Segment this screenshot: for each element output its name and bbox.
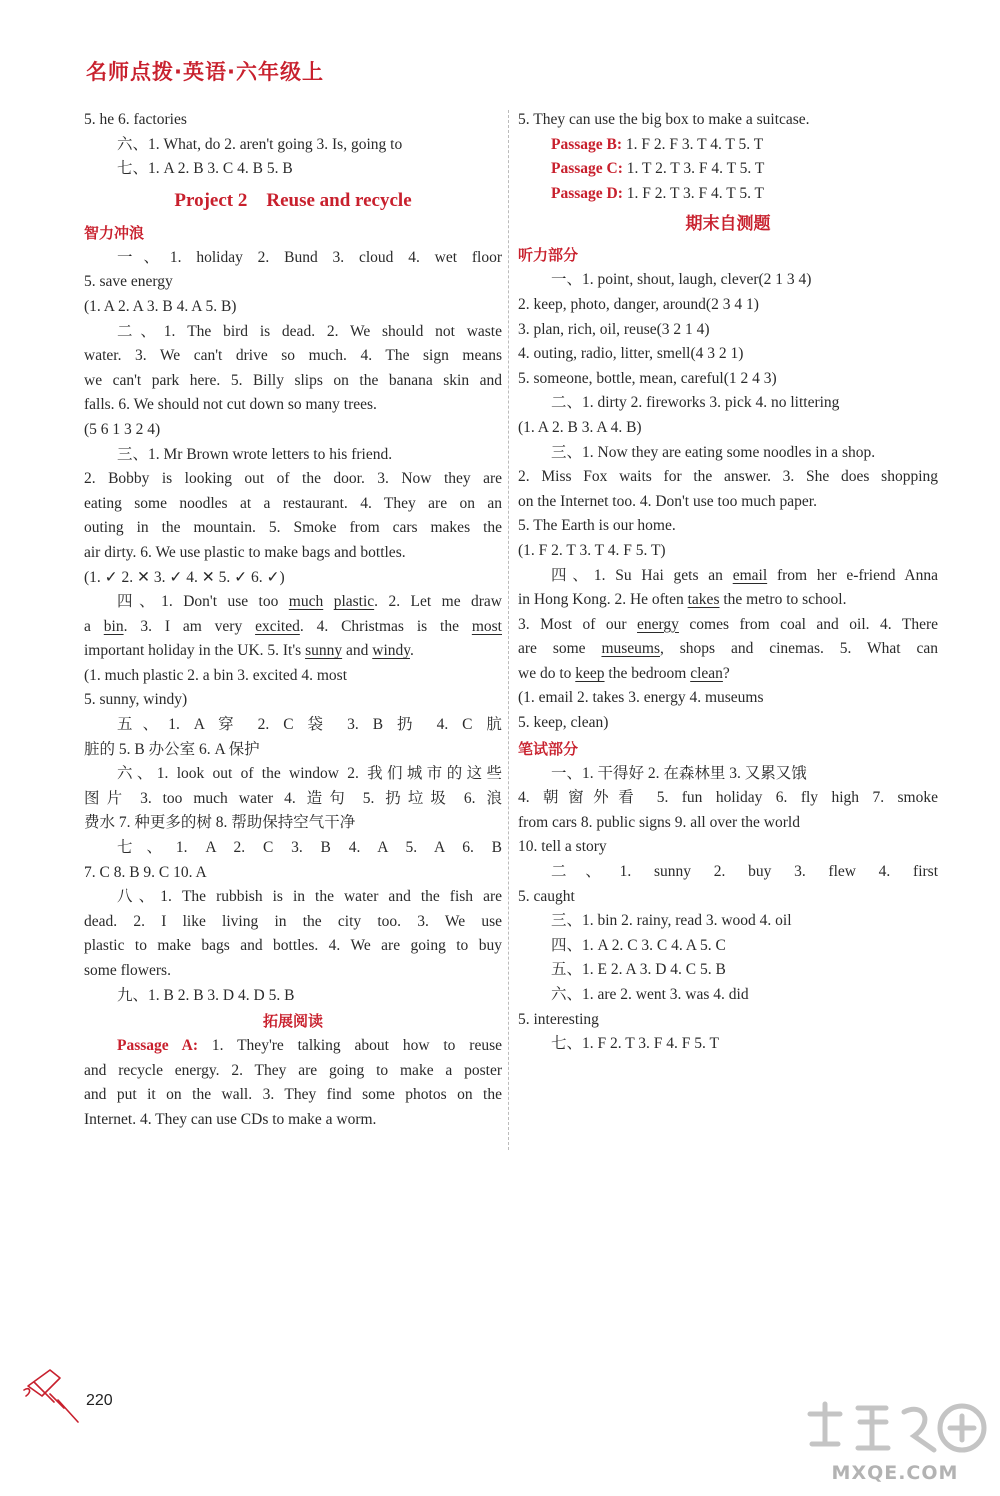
answer-line: (1. email 2. takes 3. energy 4. museums (518, 689, 764, 707)
answer-line: 七、1. A 2. B 3. C 4. B 5. B (117, 160, 293, 178)
answer-line: and put it on the wall. 3. They find some photos on the (84, 1086, 502, 1104)
section-heading: 拓展阅读 (262, 1012, 323, 1031)
answer-line (518, 613, 938, 638)
answer-line: 2. Bobby is looking out of the door. 3. Now they are (84, 470, 502, 488)
text-span: and (342, 642, 373, 660)
answer-line: plastic to make bags and bottles. 4. We are going to buy (84, 937, 502, 955)
answer-line: 2. Miss Fox waits for the answer. 3. She does shopping (518, 468, 938, 486)
section-heading: 听力部分 (518, 246, 579, 265)
answer-line: dead. 2. I like living in the city too. 3. We use (84, 912, 502, 930)
answer-line: 三、1. Now they are eating some noodles in a shop. (551, 443, 876, 461)
underlined-word: energy (637, 615, 679, 633)
answer-line: and recycle energy. 2. They are going to make a poster (84, 1061, 502, 1079)
answer-line: 10. tell a story (518, 838, 607, 856)
text-span: . 3. I am very (123, 617, 256, 635)
answer-line: 六、1. look out of the window 2. 我们城市的这些 (117, 765, 502, 783)
text-span: , shops and cinemas. 5. What can (660, 640, 939, 658)
underlined-word: plastic (333, 593, 375, 611)
answer-line: (1. ✓ 2. ✕ 3. ✓ 4. ✕ 5. ✓ 6. ✓) (84, 568, 285, 586)
text-span: the metro to school. (719, 591, 847, 609)
answer-line: 图片 3. too much water 4. 造句 5. 扔垃圾 6. 浪 (84, 789, 502, 807)
text-span: . (410, 642, 414, 660)
answer-line: (5 6 1 3 2 4) (84, 420, 161, 438)
answer-line: 三、1. bin 2. rainy, read 3. wood 4. oil (551, 912, 792, 930)
column-divider (508, 110, 509, 1150)
passage-label: Passage A: (117, 1037, 199, 1055)
passage-label: Passage B: (551, 135, 623, 153)
text-span: 3. Most of our (518, 615, 638, 633)
underlined-word: keep (575, 664, 605, 682)
passage-label: Passage D: (551, 184, 623, 202)
answer-line: we can't park here. 5. Billy slips on the banana skin and (84, 371, 502, 389)
underlined-word: clean (690, 664, 723, 682)
underlined-word: much (288, 593, 324, 611)
watermark-text: MXQE.COM (831, 1462, 959, 1484)
text-span: a (84, 617, 104, 635)
text-span: are some (518, 640, 602, 658)
answer-line (518, 637, 938, 662)
answer-line: 4. 朝窗外看 5. fun holiday 6. fly high 7. smoke (518, 789, 938, 807)
answer-line: 5. caught (518, 887, 575, 905)
section-heading: 笔试部分 (518, 739, 579, 758)
underlined-word: excited (255, 617, 300, 635)
page-number: 220 (86, 1392, 113, 1409)
text-span: the bedroom (604, 664, 691, 682)
exam-title: 期末自测题 (685, 214, 771, 235)
answer-line (518, 564, 938, 589)
text-span: 1. F 2. F 3. T 4. T 5. T (622, 135, 764, 153)
answer-line: (1. A 2. B 3. A 4. B) (518, 418, 642, 436)
text-span: 四、1. Su Hai gets an (551, 566, 733, 584)
answer-line: eating some noodles at a restaurant. 4. They are on an (84, 494, 502, 512)
answer-line: 三、1. Mr Brown wrote letters to his friend. (117, 445, 393, 463)
text-span: 四、1. Don't use too (117, 593, 289, 611)
answer-line: Internet. 4. They can use CDs to make a worm. (84, 1110, 377, 1128)
text-span: from her e-friend Anna (767, 566, 938, 584)
underlined-word: email (732, 566, 768, 584)
answer-line: 一、1. point, shout, laugh, clever(2 1 3 4) (551, 271, 812, 289)
answer-line (84, 639, 502, 664)
answer-line: 二、1. sunny 2. buy 3. flew 4. first (551, 863, 938, 881)
answer-line (518, 662, 938, 687)
answer-line: falls. 6. We should not cut down so many trees. (84, 396, 377, 414)
text-span: 1. They're talking about how to reuse (198, 1037, 502, 1055)
text-span: we do to (518, 664, 576, 682)
answer-line: air dirty. 6. We use plastic to make bags and bottles. (84, 543, 406, 561)
answer-line: 3. plan, rich, oil, reuse(3 2 1 4) (518, 320, 710, 338)
answer-line: 5. someone, bottle, mean, careful(1 2 4 3) (518, 369, 777, 387)
answer-line: water. 3. We can't drive so much. 4. The sign means (84, 347, 502, 365)
answer-line: outing in the mountain. 5. Smoke from cars makes the (84, 519, 502, 537)
text-span: . 4. Christmas is the (299, 617, 472, 635)
pushpin-icon (20, 1356, 86, 1428)
answer-line: 八、1. The rubbish is in the water and the fish are (117, 888, 502, 906)
answer-line (518, 157, 938, 182)
text-span: 1. T 2. T 3. F 4. T 5. T (622, 160, 765, 178)
answer-line: some flowers. (84, 962, 171, 979)
text-span: important holiday in the UK. 5. It's (84, 642, 306, 660)
answer-line: (1. much plastic 2. a bin 3. excited 4. most (84, 666, 348, 684)
answer-line: 一、1. holiday 2. Bund 3. cloud 4. wet floor (117, 248, 502, 266)
answer-line: 5. interesting (518, 1010, 599, 1028)
project-title: Project 2 Reuse and recycle (174, 189, 412, 211)
answer-line: 五、1. E 2. A 3. D 4. C 5. B (551, 961, 726, 979)
answer-line: 七、1. A 2. C 3. B 4. A 5. A 6. B (117, 839, 502, 857)
answer-line: 5. They can use the big box to make a suitcase. (518, 111, 810, 128)
answer-line: 九、1. B 2. B 3. D 4. D 5. B (117, 986, 295, 1004)
underlined-word: museums (601, 640, 660, 658)
answer-line: 二、1. dirty 2. fireworks 3. pick 4. no littering (551, 394, 840, 412)
answer-line: 六、1. are 2. went 3. was 4. did (551, 986, 749, 1003)
passage-label: Passage C: (551, 160, 623, 178)
answer-line: 2. keep, photo, danger, around(2 3 4 1) (518, 295, 759, 313)
answer-line: 一、1. 干得好 2. 在森林里 3. 又累又饿 (551, 764, 807, 782)
underlined-word: sunny (305, 642, 343, 660)
answer-line: on the Internet too. 4. Don't use too much paper. (518, 492, 817, 510)
answer-line (84, 615, 502, 640)
text-span: comes from coal and oil. 4. There (678, 615, 938, 633)
answer-line (518, 588, 938, 613)
underlined-word: takes (687, 591, 720, 609)
answer-line: 5. save energy (84, 273, 173, 291)
answer-line: 4. outing, radio, litter, smell(4 3 2 1) (518, 345, 744, 363)
answer-line: 7. C 8. B 9. C 10. A (84, 863, 207, 881)
text-span: . 2. Let me draw (374, 593, 503, 611)
left-column (84, 108, 502, 1133)
answer-line: 费水 7. 种更多的树 8. 帮助保持空气干净 (84, 814, 356, 832)
answer-line: 六、1. What, do 2. aren't going 3. Is, going to (117, 135, 403, 153)
answer-line: 七、1. F 2. T 3. F 4. F 5. T (551, 1035, 719, 1053)
watermark-emblem-icon (800, 1394, 990, 1464)
text-span: 1. F 2. T 3. F 4. T 5. T (622, 184, 765, 202)
answer-line: 四、1. A 2. C 3. C 4. A 5. C (551, 936, 726, 954)
watermark-logo (800, 1394, 990, 1490)
answer-line (84, 1034, 502, 1059)
header-title: 名师点拨·英语·六年级上 (86, 60, 324, 84)
text-span: ? (722, 664, 730, 682)
answer-line: 5. sunny, windy) (84, 691, 188, 709)
section-heading: 智力冲浪 (84, 223, 145, 242)
answer-line: 脏的 5. B 办公室 6. A 保护 (84, 740, 260, 758)
underlined-word: most (471, 617, 502, 635)
answer-line (518, 133, 938, 158)
answer-line: from cars 8. public signs 9. all over the world (518, 813, 800, 831)
answer-line: 5. keep, clean) (518, 714, 609, 732)
answer-line: 5. The Earth is our home. (518, 517, 676, 535)
answer-line (518, 182, 938, 207)
answer-line: 5. he 6. factories (84, 111, 187, 128)
answer-line: (1. A 2. A 3. B 4. A 5. B) (84, 297, 237, 315)
answer-line: 五、1. A 穿 2. C 袋 3. B 扔 4. C 肮 (117, 716, 502, 734)
right-column (518, 108, 938, 1057)
answer-line (84, 590, 502, 615)
answer-line: (1. F 2. T 3. T 4. F 5. T) (518, 541, 666, 559)
underlined-word: bin (103, 617, 124, 635)
underlined-word: windy (372, 642, 410, 660)
text-span: in Hong Kong. 2. He often (518, 591, 688, 609)
answer-line: 二、1. The bird is dead. 2. We should not waste (117, 322, 502, 340)
text-span (323, 593, 333, 610)
